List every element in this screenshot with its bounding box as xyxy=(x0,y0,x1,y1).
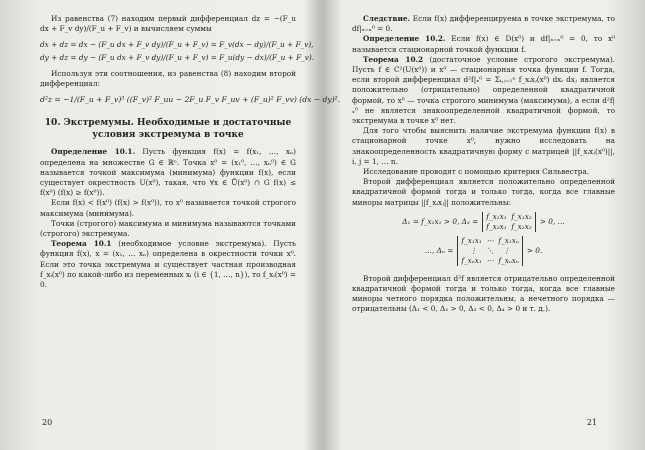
corollary xyxy=(352,14,615,34)
minor-nxn-a21: ⋮ xyxy=(469,245,478,255)
equation-dx-dz: dx + dz = dx − (F_u dx + F_v dy)/(F_u + F_v) = F_v(dx − dy)/(F_u + F_v), xyxy=(40,40,314,50)
definition-10-2 xyxy=(352,34,615,54)
minor-2x2-a22: f_x₂x₂ xyxy=(511,221,532,231)
minor-nxn-a12: ⋯ xyxy=(486,235,494,245)
paragraph-negative-definite: Второй дифференциал d²f является отрицательно определенной квадратичной формой тогда и только тогда, когда все главные миноры четного порядка положительны, а нечетного порядка — отрицательны (Δ₁ < 0, Δ₂ > 0, Δ₃ < 0, Δ₄ > 0 и т. д.). xyxy=(352,273,615,314)
paragraph-extremum-points: Точки (строгого) максимума и минимума называются точками (строгого) экстремума. xyxy=(40,218,296,239)
definition-10-2-label: Определение 10.2. xyxy=(363,34,446,44)
theorem-10-1-label: Теорема 10.1 xyxy=(51,239,112,249)
minor-nxn xyxy=(457,236,523,266)
paragraph-strict: Если f(x) < f(x⁰) (f(x) > f(x⁰)), то x⁰ называется точкой строгого максимума (минимума). xyxy=(40,198,296,218)
minors-delta-n xyxy=(352,236,615,266)
paragraph-sylvester: Исследование проводят с помощью критерия Сильвестра. xyxy=(363,167,590,177)
section-heading: 10. Экстремумы. Необходимые и достаточные условия экстремума в точке xyxy=(44,118,292,141)
minors-delta-1-2 xyxy=(352,212,615,232)
delta-n-tail: > 0. xyxy=(526,245,543,255)
theorem-10-1 xyxy=(40,239,296,290)
definition-10-1-text: Пусть функция f(x) = f(x₁, …, xₙ) определена на множестве G ∈ ℝⁿ. Точка x⁰ = (x₁⁰, …, xₙ⁰) ∈ G называется точкой максимума (минимума) функции f(x), если существует окрестность U(x⁰), такая, что ∀x ∈ Ů(x⁰) ∩ G f(x) ≤ f(x⁰) (f(x) ≥ f(x⁰)). xyxy=(40,147,296,198)
theorem-10-2-text: (достаточное условие строгого экстремума). Пусть f ∈ C²(U(x⁰)) и x⁰ — стационарная точка функции f. Тогда, если второй дифференциал d²f|ₓ⁰ = Σᵢ,ⱼ₌₁ⁿ f_xᵢxⱼ(x⁰) dxᵢ dxⱼ является положительно (отрицательно) определенной квадратичной формой, то x⁰ — точка строгого минимума (максимума), а если d²f|ₓ⁰ не является знакоопределенной квадратичной формой, то экстремума в точке x⁰ нет. xyxy=(352,54,615,126)
theorem-10-2-label: Теорема 10.2 xyxy=(363,54,424,64)
definition-10-1 xyxy=(40,147,296,198)
minor-nxn-a23: ⋮ xyxy=(503,245,511,255)
corollary-label: Следствие. xyxy=(363,14,411,23)
theorem-10-1-text: (необходимое условие экстремума). Пусть функция f(x), x = (x₁, … xₙ) определена в окрестности точки x⁰. Если это точка экстремума и существует частная производная f_xᵢ(x⁰) по какой-либо из переменных xᵢ (i ∈ {1, …, n}), то f_xᵢ(x⁰) = 0. xyxy=(40,239,296,290)
equation-dy-dz: dy + dz = dy − (F_u dx + F_v dy)/(F_u + F_v) = F_u(dy − dx)/(F_u + F_v). xyxy=(40,52,315,62)
minor-nxn-a31: f_xₙx₁ xyxy=(461,255,482,265)
page-number-right: 21 xyxy=(586,417,597,427)
delta-n-label: …, Δₙ = xyxy=(424,245,454,255)
paragraph-dz: Из равенства (7) находим первый дифференциал dz = −(F_u dx + F_v dy)/(F_u + F_v) и вычисляем суммы xyxy=(40,14,296,34)
minor-nxn-a32: ⋯ xyxy=(486,255,494,265)
paragraph-stationary: Для того чтобы выяснить наличие экстремума функции f(x) в стационарной точке x⁰, нужно исследовать на знакоопределенность квадратичную форму с матрицей ||f_xᵢxⱼ(x⁰)||, i, j = 1, … n. xyxy=(352,126,615,166)
minor-2x2-a11: f_x₁x₁ xyxy=(486,211,507,221)
page-number-left: 20 xyxy=(42,417,53,427)
minor-nxn-a33: f_xₙxₙ xyxy=(498,255,519,265)
minor-nxn-a11: f_x₁x₁ xyxy=(461,235,482,245)
definition-10-2-text: Если f(x) ∈ D(x⁰) и df|ₓ₌ₓ⁰ = 0, то x⁰ называется стационарной точкой функции f. xyxy=(352,34,616,54)
minor-nxn-a13: f_x₁xₙ xyxy=(498,235,519,245)
delta-1-2-tail: > 0, … xyxy=(539,216,565,226)
paragraph-second-differential: Используя эти соотношения, из равенства (8) находим второй дифференциал: xyxy=(40,68,296,89)
definition-10-1-label: Определение 10.1. xyxy=(51,147,136,157)
minor-2x2-a21: f_x₂x₁ xyxy=(486,221,507,231)
paragraph-positive-definite: Второй дифференциал является положительно определенной квадратичной формой тогда и только тогда, когда все главные миноры матрицы ||f_xᵢxⱼ|| положительны: xyxy=(352,177,615,207)
minor-2x2 xyxy=(482,212,536,232)
theorem-10-2 xyxy=(352,55,615,126)
delta-1-2-label: Δ₁ = f_x₁x₁ > 0, Δ₂ = xyxy=(402,216,479,226)
right-page xyxy=(328,0,645,450)
minor-2x2-a12: f_x₁x₂ xyxy=(511,211,532,221)
corollary-text: Если f(x) дифференцируема в точке экстремума, то df|ₓ₌ₓ⁰ = 0. xyxy=(352,14,615,34)
equation-d2z: d²z = −1/(F_u + F_v)³ ((F_v)² F_uu − 2F_u F_v F_uv + (F_u)² F_vv) (dx − dy)². xyxy=(40,95,341,105)
minor-nxn-a22: ⋱ xyxy=(486,245,494,255)
